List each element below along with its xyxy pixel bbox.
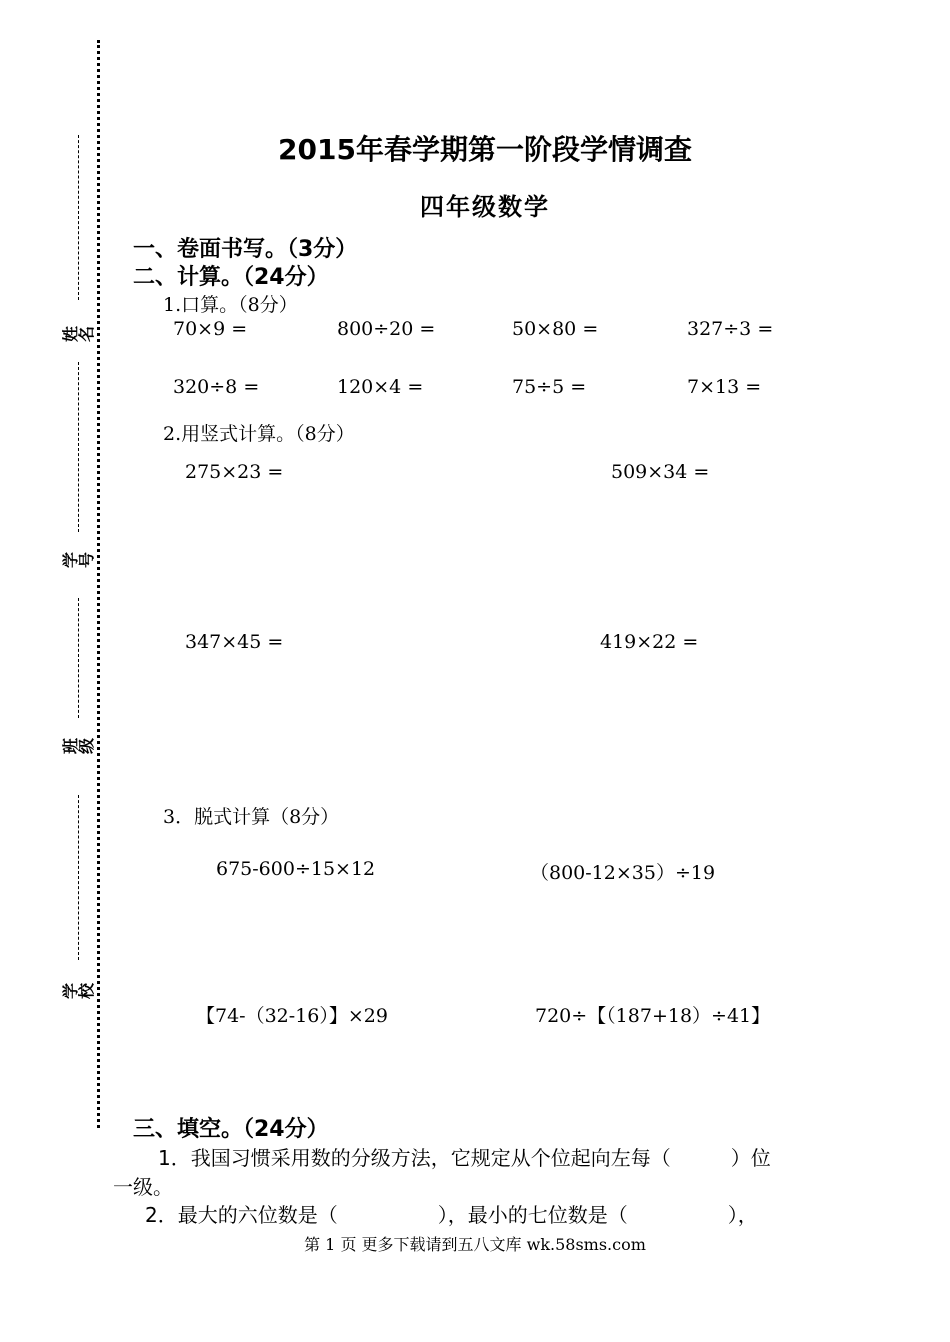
fill-question-1-cont: 一级。 <box>113 1175 173 1199</box>
school-blank-line <box>78 795 79 960</box>
class-blank-line <box>78 598 79 718</box>
oral-problem: 800÷20 = <box>337 318 436 340</box>
name-label: 姓名 <box>61 326 96 343</box>
oral-calc-heading: 1.口算。（8分） <box>163 294 298 316</box>
vertical-calc-heading: 2.用竖式计算。（8分） <box>163 423 355 445</box>
oral-problem: 50×80 = <box>512 318 599 340</box>
class-label: 班级 <box>61 738 96 755</box>
vertical-problem: 347×45 = <box>185 631 284 653</box>
oral-problem: 7×13 = <box>687 376 762 398</box>
student-id-label: 学号 <box>61 552 96 569</box>
oral-problem: 120×4 = <box>337 376 424 398</box>
stepwise-calc-heading: 3．脱式计算（8分） <box>163 806 340 828</box>
oral-problem: 70×9 = <box>173 318 248 340</box>
stepwise-problem: 【74-（32-16）】×29 <box>196 1005 388 1027</box>
oral-problem: 320÷8 = <box>173 376 260 398</box>
section-3-heading: 三、填空。（24分） <box>133 1117 329 1142</box>
vertical-problem: 275×23 = <box>185 461 284 483</box>
fill-question-1: 1．我国习惯采用数的分级方法，它规定从个位起向左每（ ）位 <box>158 1146 771 1170</box>
page-subtitle: 四年级数学 <box>420 193 550 221</box>
section-2-heading: 二、计算。（24分） <box>133 265 329 290</box>
vertical-problem: 419×22 = <box>600 631 699 653</box>
student-id-blank-line <box>78 362 79 532</box>
section-1-heading: 一、卷面书写。（3分） <box>133 237 358 262</box>
stepwise-problem: 720÷【（187+18）÷41】 <box>535 1005 771 1027</box>
stepwise-problem: 675-600÷15×12 <box>216 858 376 880</box>
vertical-problem: 509×34 = <box>611 461 710 483</box>
fill-question-2: 2．最大的六位数是（ ），最小的七位数是（ ）， <box>145 1203 758 1227</box>
stepwise-problem: （800-12×35）÷19 <box>530 862 716 884</box>
page-title: 2015年春学期第一阶段学情调查 <box>278 133 692 166</box>
school-label: 学校 <box>61 983 96 1000</box>
oral-problem: 75÷5 = <box>512 376 587 398</box>
page-footer: 第 1 页 更多下载请到五八文库 wk.58sms.com <box>304 1235 646 1254</box>
oral-problem: 327÷3 = <box>687 318 774 340</box>
